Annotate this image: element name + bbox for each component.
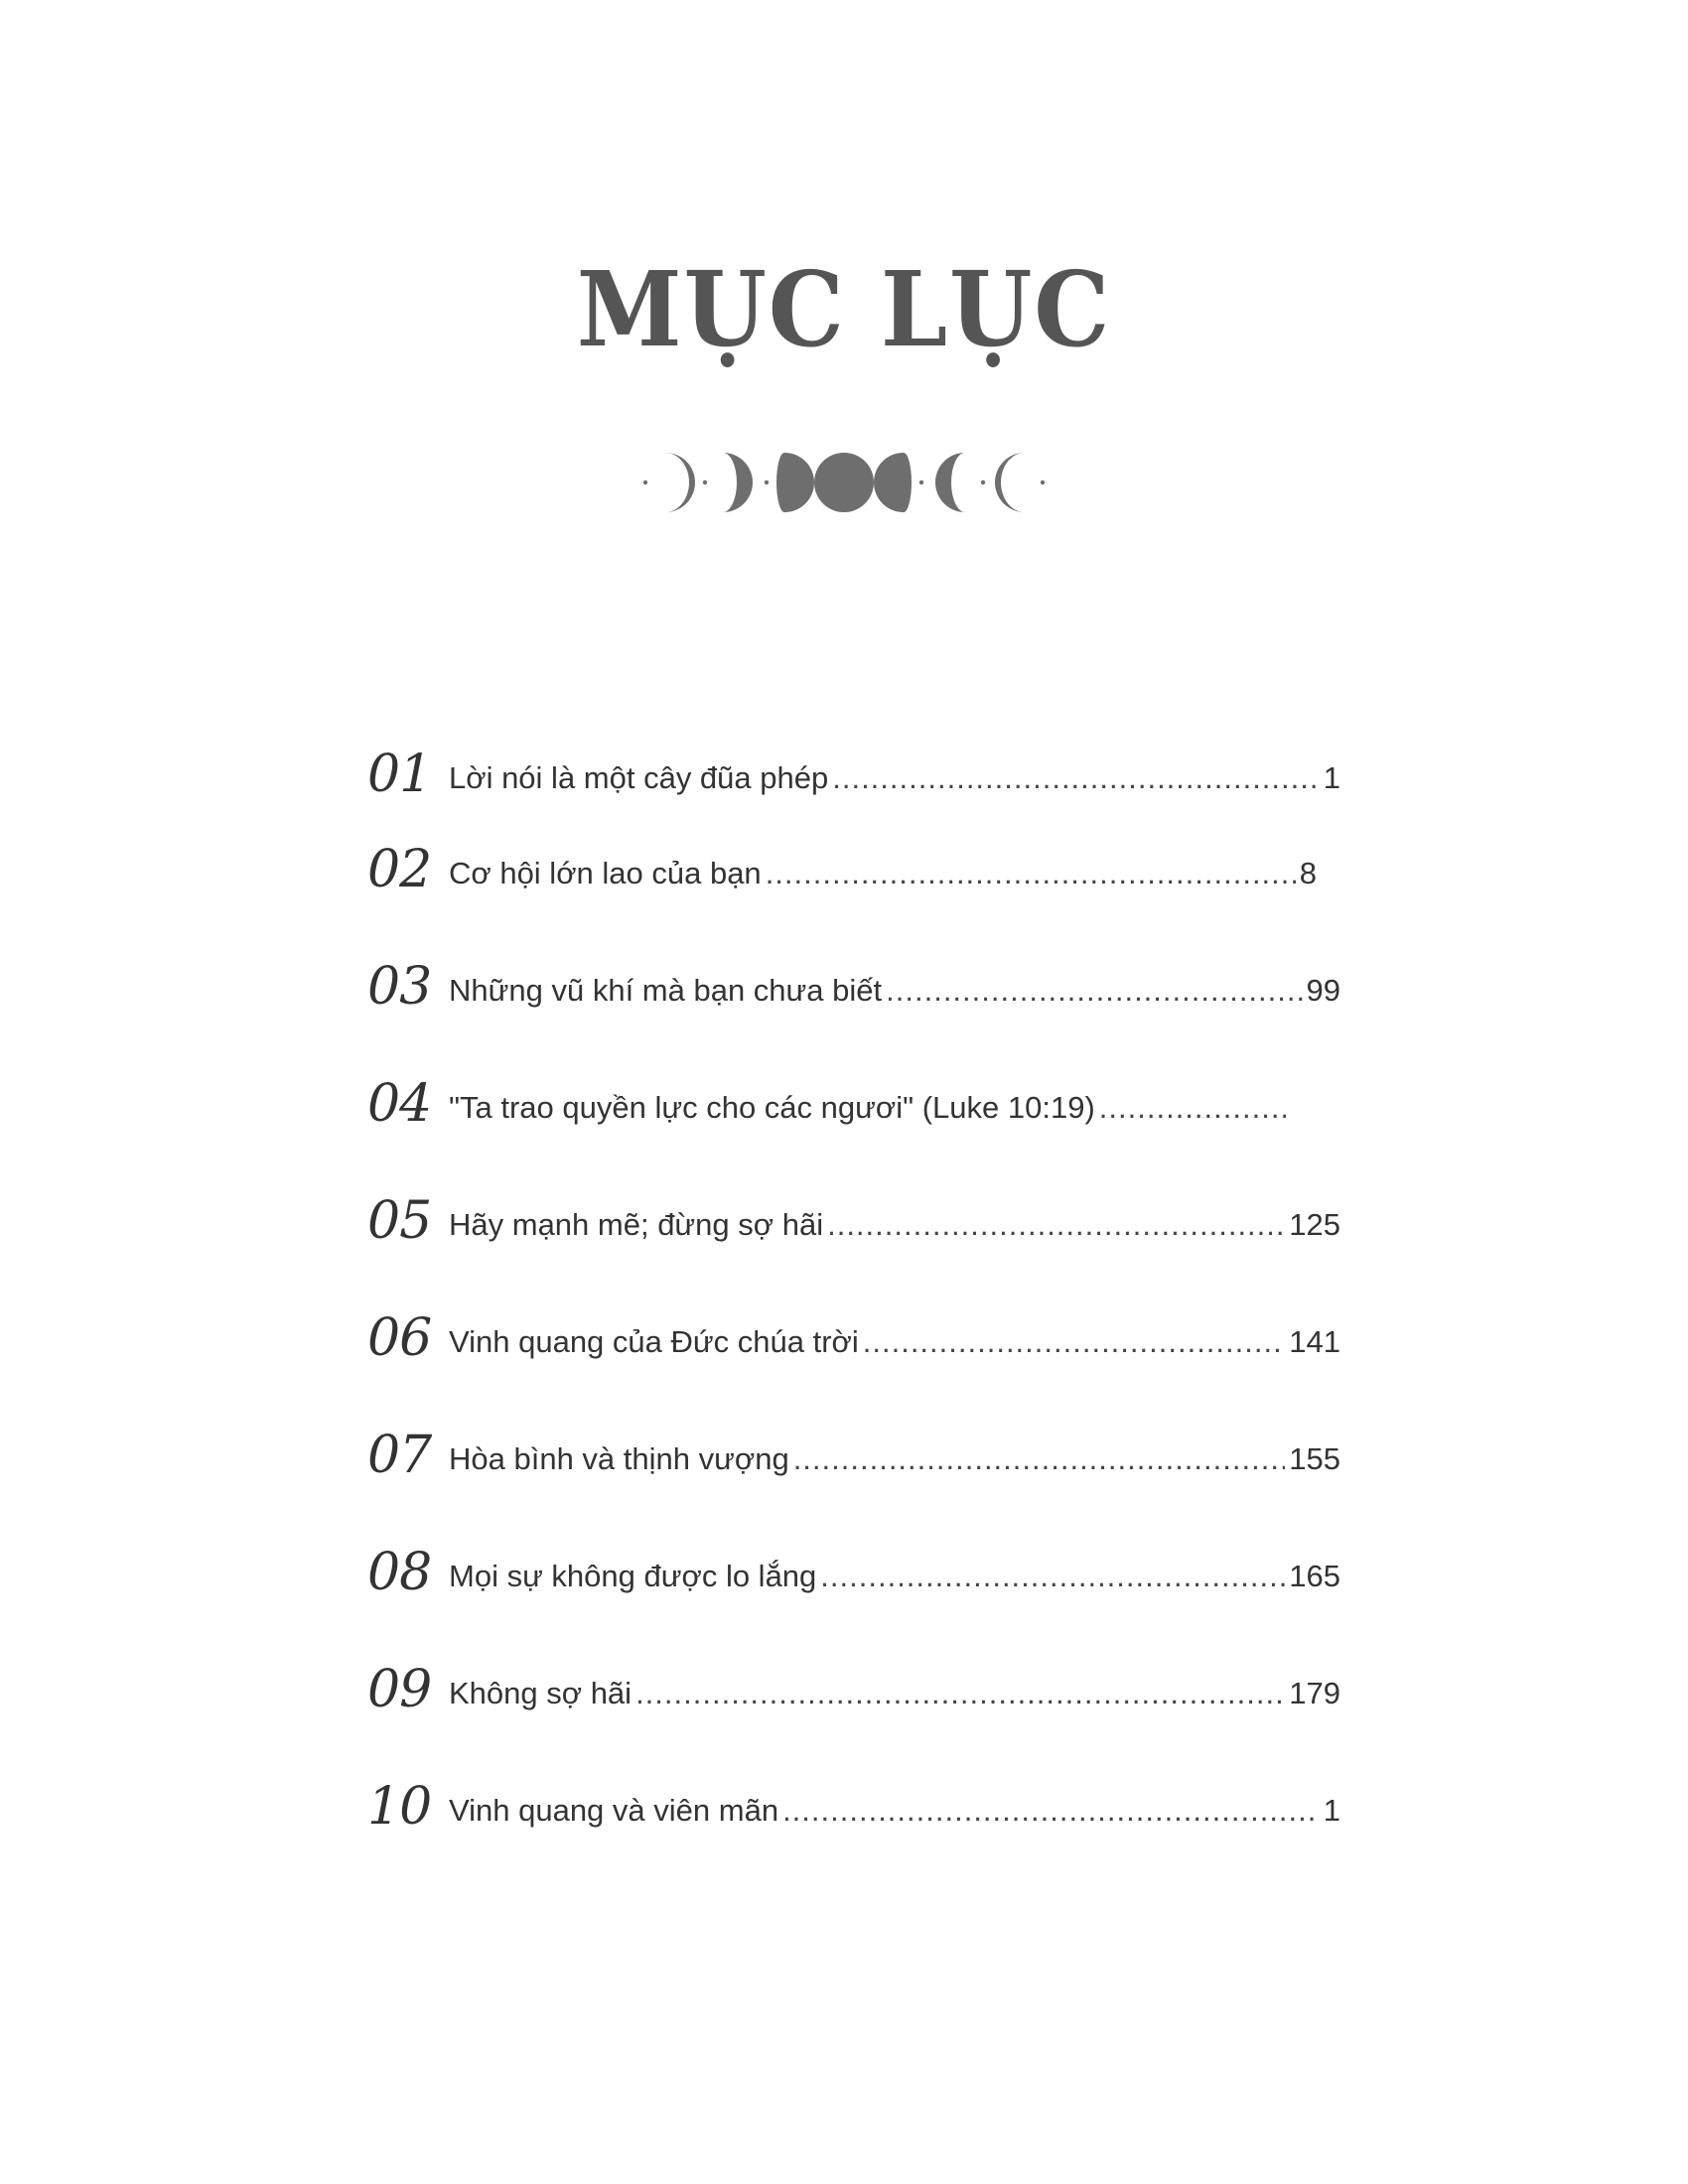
chapter-title: "Ta trao quyền lực cho các ngươi" (Luke 10:19) xyxy=(449,1090,1095,1125)
page-number: 141 xyxy=(1289,1324,1340,1359)
dot-leader xyxy=(863,1322,1286,1362)
page-number: 99 xyxy=(1306,973,1340,1008)
chapter-title: Hãy mạnh mẽ; đừng sợ hãi xyxy=(449,1207,824,1242)
chapter-number: 01 xyxy=(367,745,432,804)
chapter-number: 10 xyxy=(367,1777,432,1837)
chapter-number: 04 xyxy=(367,1074,432,1134)
chapter-number: 09 xyxy=(367,1660,432,1719)
chapter-title: Cơ hội lớn lao của bạn xyxy=(449,856,762,890)
page-number: 179 xyxy=(1289,1676,1340,1710)
chapter-number: 05 xyxy=(367,1191,432,1251)
toc-entry-06[interactable] xyxy=(367,1298,1340,1368)
chapter-number: 07 xyxy=(367,1426,432,1485)
dot-leader xyxy=(820,1557,1285,1596)
dot-leader xyxy=(635,1674,1285,1713)
page-number: 125 xyxy=(1289,1207,1340,1242)
toc-entry-01[interactable] xyxy=(367,735,1340,804)
toc-entry-03[interactable] xyxy=(367,947,1340,1017)
chapter-title: Hòa bình và thịnh vượng xyxy=(449,1441,789,1476)
chapter-title: Vinh quang của Đức chúa trời xyxy=(449,1324,859,1359)
dot-leader xyxy=(1099,1088,1286,1128)
toc-entry-10[interactable] xyxy=(367,1767,1340,1837)
chapter-number: 08 xyxy=(367,1543,432,1602)
toc-entry-09[interactable] xyxy=(367,1650,1340,1719)
page-number: 155 xyxy=(1289,1441,1340,1476)
toc-entry-02[interactable] xyxy=(367,830,1340,899)
page-number: 8 xyxy=(1299,856,1317,890)
chapter-title: Không sợ hãi xyxy=(449,1676,633,1710)
toc-entry-08[interactable] xyxy=(367,1533,1340,1602)
page-number: 165 xyxy=(1289,1559,1340,1593)
dot-leader xyxy=(827,1205,1285,1245)
toc-entry-05[interactable] xyxy=(367,1181,1340,1251)
dot-leader xyxy=(793,1439,1286,1479)
chapter-title: Vinh quang và viên mãn xyxy=(449,1793,779,1828)
dot-leader xyxy=(832,758,1320,798)
toc-entry-07[interactable] xyxy=(367,1416,1340,1485)
dot-leader xyxy=(782,1791,1320,1831)
page-title: MỤC LỤC xyxy=(576,248,1112,370)
toc-entry-04[interactable] xyxy=(367,1064,1340,1134)
moon-phases-icon xyxy=(635,447,1053,518)
dot-leader xyxy=(766,854,1296,893)
chapter-title: Lời nói là một cây đũa phép xyxy=(449,760,829,795)
page-number: 1 xyxy=(1323,1793,1340,1828)
chapter-number: 06 xyxy=(367,1308,432,1368)
chapter-number: 02 xyxy=(367,840,432,899)
dot-leader xyxy=(886,971,1302,1011)
chapter-number: 03 xyxy=(367,957,432,1017)
page-number: 1 xyxy=(1323,760,1340,795)
chapter-title: Những vũ khí mà bạn chưa biết xyxy=(449,973,883,1008)
chapter-title: Mọi sự không được lo lắng xyxy=(449,1559,817,1593)
